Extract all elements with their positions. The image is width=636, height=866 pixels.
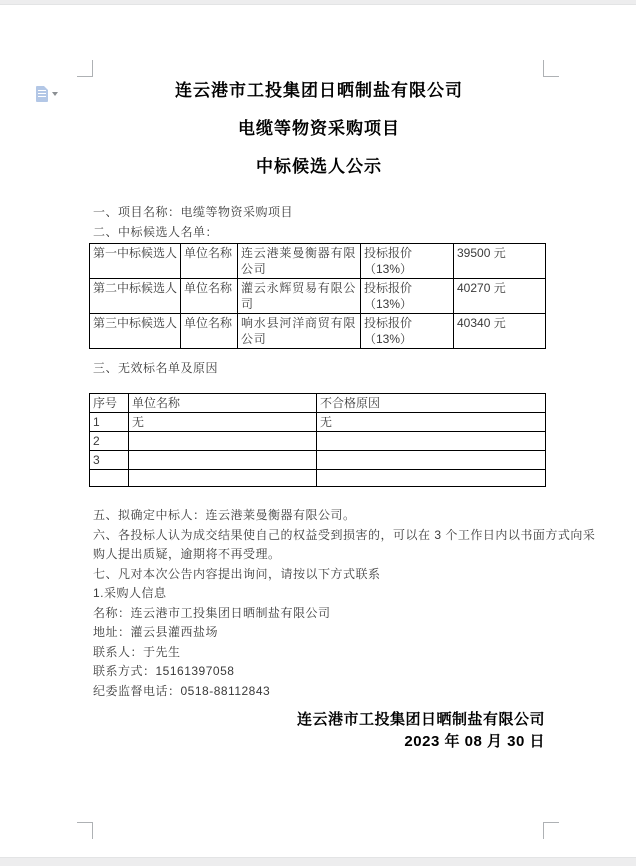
table-row bbox=[90, 451, 546, 470]
row-index: 3 bbox=[90, 451, 129, 470]
body-line: 纪委监督电话：0518-88112843 bbox=[93, 683, 271, 698]
section-three-heading: 三、无效标名单及原因 bbox=[93, 361, 219, 375]
signature-date: 2023 年 08 月 30 日 bbox=[404, 733, 545, 750]
signature-block bbox=[93, 709, 545, 753]
candidate-rank: 第一中标候选人 bbox=[90, 244, 181, 279]
unit-cell bbox=[129, 470, 317, 487]
bid-price-value: 39500 元 bbox=[454, 244, 546, 279]
body-line: 六、各投标人认为成交结果使自己的权益受到损害的，可以在 3 个工作日内以书面方式向采 bbox=[93, 527, 596, 542]
body-line: 1.采购人信息 bbox=[93, 586, 167, 600]
section-one-project-name: 一、项目名称：电缆等物资采购项目 bbox=[93, 205, 294, 219]
unit-cell bbox=[129, 451, 317, 470]
row-index: 1 bbox=[90, 413, 129, 432]
body-line: 购人提出质疑，逾期将不再受理。 bbox=[93, 547, 281, 561]
chevron-down-icon bbox=[52, 92, 58, 96]
window-bottom-edge bbox=[0, 857, 636, 866]
row-index: 2 bbox=[90, 432, 129, 451]
body-line: 七、凡对本次公告内容提出询问，请按以下方式联系 bbox=[93, 566, 381, 581]
body-line: 联系方式：15161397058 bbox=[93, 664, 235, 678]
document-title-announcement: 中标候选人公示 bbox=[256, 157, 382, 176]
invalid-bids-table bbox=[89, 393, 546, 487]
bid-price-value: 40340 元 bbox=[454, 314, 546, 349]
body-line: 五、拟确定中标人：连云港莱曼衡器有限公司。 bbox=[93, 508, 356, 522]
body-line: 名称：连云港市工投集团日晒制盐有限公司 bbox=[93, 605, 331, 620]
document-title-company: 连云港市工投集团日晒制盐有限公司 bbox=[175, 81, 463, 100]
table-header-row bbox=[90, 394, 546, 413]
paste-options-button[interactable] bbox=[36, 84, 66, 104]
candidate-rank: 第三中标候选人 bbox=[90, 314, 181, 349]
margin-mark-bottom-right bbox=[543, 822, 559, 839]
column-header-index: 序号 bbox=[90, 394, 129, 413]
candidate-rank: 第二中标候选人 bbox=[90, 279, 181, 314]
reason-cell bbox=[317, 432, 546, 451]
window-top-edge bbox=[0, 0, 636, 5]
bid-price-label: 投标报价（13%） bbox=[361, 244, 454, 279]
table-row bbox=[90, 244, 546, 279]
table-row bbox=[90, 314, 546, 349]
reason-cell bbox=[317, 470, 546, 487]
unit-cell: 无 bbox=[129, 413, 317, 432]
row-index bbox=[90, 470, 129, 487]
unit-cell bbox=[129, 432, 317, 451]
company-name: 灌云永辉贸易有限公司 bbox=[238, 279, 361, 314]
margin-mark-bottom-left bbox=[77, 822, 93, 839]
reason-cell bbox=[317, 451, 546, 470]
company-name: 连云港莱曼衡器有限公司 bbox=[238, 244, 361, 279]
paste-icon bbox=[36, 86, 48, 102]
section-two-candidates-label: 二、中标候选人名单： bbox=[93, 224, 219, 239]
bid-price-value: 40270 元 bbox=[454, 279, 546, 314]
column-header-reason: 不合格原因 bbox=[317, 394, 546, 413]
company-name: 响水县河洋商贸有限公司 bbox=[238, 314, 361, 349]
body-line: 联系人：于先生 bbox=[93, 644, 181, 659]
unit-name-label: 单位名称 bbox=[181, 279, 238, 314]
table-row bbox=[90, 432, 546, 451]
unit-name-label: 单位名称 bbox=[181, 244, 238, 279]
signature-company: 连云港市工投集团日晒制盐有限公司 bbox=[296, 711, 545, 728]
reason-cell: 无 bbox=[317, 413, 546, 432]
margin-mark-top-right bbox=[543, 60, 559, 77]
bid-price-label: 投标报价（13%） bbox=[361, 314, 454, 349]
table-row bbox=[90, 279, 546, 314]
document-title-project: 电缆等物资采购项目 bbox=[238, 119, 400, 138]
table-row bbox=[90, 470, 546, 487]
bid-price-label: 投标报价（13%） bbox=[361, 279, 454, 314]
unit-name-label: 单位名称 bbox=[181, 314, 238, 349]
body-paragraphs bbox=[93, 506, 596, 701]
table-row bbox=[90, 413, 546, 432]
column-header-unit: 单位名称 bbox=[129, 394, 317, 413]
margin-mark-top-left bbox=[77, 60, 93, 77]
candidates-table bbox=[89, 243, 546, 349]
body-line: 地址：灌云县灌西盐场 bbox=[93, 625, 219, 639]
